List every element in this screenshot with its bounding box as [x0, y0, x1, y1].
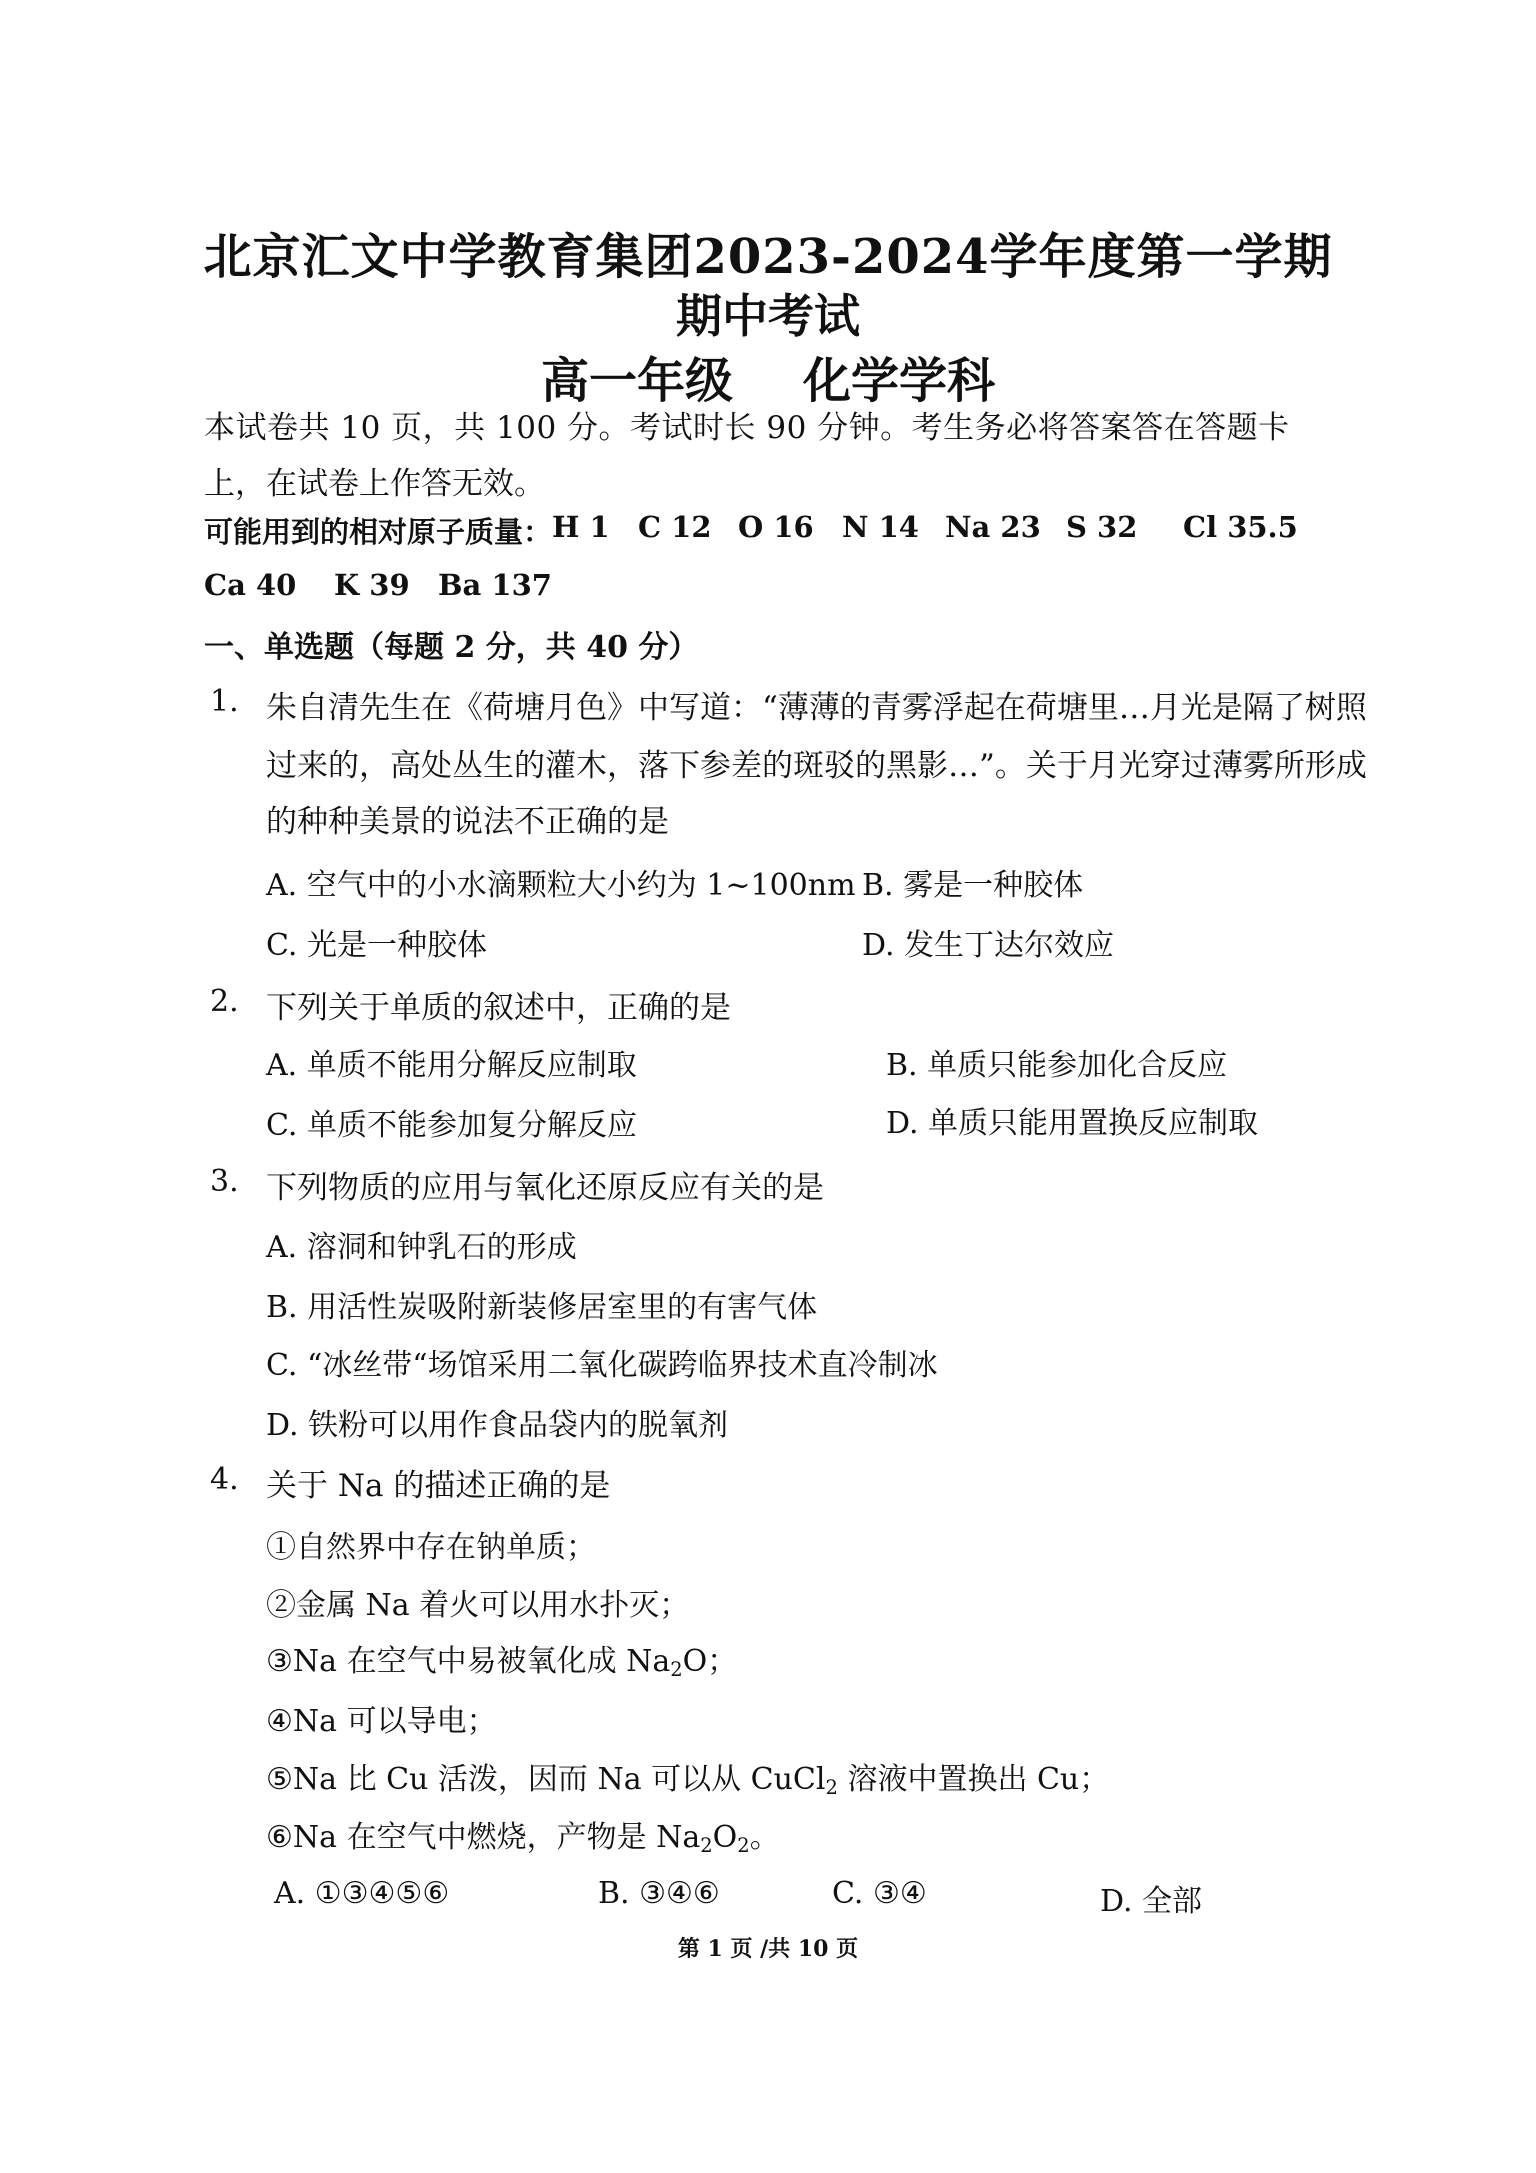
- atomic-mass-c: C 12: [638, 510, 712, 544]
- exam-subtitle: 期中考试: [676, 289, 860, 343]
- atomic-mass-s: S 32: [1066, 510, 1138, 544]
- atomic-mass-o: O 16: [738, 510, 814, 544]
- question-number: 4.: [210, 1462, 239, 1497]
- option-a: A. 空气中的小水滴颗粒大小约为 1~100nm: [266, 868, 856, 903]
- atomic-mass-label: 可能用到的相对原子质量：: [204, 515, 553, 549]
- statement-5: ⑤Na 比 Cu 活泼，因而 Na 可以从 CuCl$_2$ 溶液中置换出 Cu；: [266, 1762, 1110, 1799]
- option-b: B. 单质只能参加化合反应: [886, 1048, 1228, 1083]
- question-stem-line: 下列关于单质的叙述中，正确的是: [266, 990, 731, 1026]
- exam-title: 北京汇文中学教育集团2023-2024学年度第一学期: [203, 229, 1333, 285]
- atomic-mass-ba: Ba 137: [438, 568, 552, 602]
- subject-label: 化学学科: [803, 353, 996, 409]
- instructions-line-2: 上，在试卷上作答无效。: [204, 466, 545, 502]
- atomic-mass-cl: Cl 35.5: [1183, 510, 1298, 544]
- question-number: 3.: [210, 1164, 239, 1199]
- section-heading: 一、单选题（每题 2 分，共 40 分）: [204, 630, 699, 665]
- statement-1: ①自然界中存在钠单质；: [266, 1530, 596, 1565]
- question-stem-line: 朱自清先生在《荷塘月色》中写道：“薄薄的青雾浮起在荷塘里…月光是隔了树照: [266, 690, 1367, 726]
- question-stem-line: 过来的，高处丛生的灌木，落下参差的斑驳的黑影…”。关于月光穿过薄雾所形成: [266, 748, 1367, 784]
- statement-4: ④Na 可以导电；: [266, 1704, 497, 1739]
- option-c: C. “冰丝带“场馆采用二氧化碳跨临界技术直冷制冰: [266, 1348, 938, 1383]
- atomic-mass-h: H 1: [552, 510, 610, 544]
- atomic-mass-ca: Ca 40: [204, 568, 297, 602]
- question-number: 2.: [210, 984, 239, 1019]
- option-d: D. 全部: [1100, 1884, 1203, 1919]
- question-stem-line: 关于 Na 的描述正确的是: [266, 1468, 611, 1504]
- question-number: 1.: [210, 684, 239, 719]
- option-a: A. 单质不能用分解反应制取: [266, 1048, 637, 1083]
- atomic-mass-na: Na 23: [945, 510, 1041, 544]
- atomic-mass-n: N 14: [842, 510, 919, 544]
- option-b: B. 用活性炭吸附新装修居室里的有害气体: [266, 1290, 818, 1325]
- statement-6: ⑥Na 在空气中燃烧，产物是 $Na_2O_2$。: [266, 1820, 780, 1857]
- grade-subject-line: [0, 342, 1536, 411]
- option-c: C. 单质不能参加复分解反应: [266, 1108, 637, 1143]
- instructions-line-1: 本试卷共 10 页，共 100 分。考试时长 90 分钟。考生务必将答案答在答题卡: [204, 410, 1290, 446]
- statement-2: ②金属 Na 着火可以用水扑灭；: [266, 1588, 690, 1623]
- statement-3: ③Na 在空气中易被氧化成 $Na_2O$；: [266, 1644, 738, 1681]
- atomic-mass-k: K 39: [334, 568, 410, 602]
- option-b: B. 雾是一种胶体: [862, 868, 1084, 903]
- question-stem-line: 的种种美景的说法不正确的是: [266, 804, 669, 840]
- option-b: B. ③④⑥: [598, 1876, 720, 1911]
- option-a: A. ①③④⑤⑥: [274, 1876, 450, 1911]
- question-stem-line: 下列物质的应用与氧化还原反应有关的是: [266, 1170, 824, 1206]
- option-d: D. 单质只能用置换反应制取: [886, 1106, 1259, 1141]
- option-c: C. ③④: [832, 1876, 927, 1911]
- option-c: C. 光是一种胶体: [266, 928, 487, 963]
- grade-label: 高一年级: [540, 353, 733, 409]
- option-d: D. 铁粉可以用作食品袋内的脱氧剂: [266, 1408, 729, 1443]
- option-a: A. 溶洞和钟乳石的形成: [266, 1230, 577, 1265]
- option-d: D. 发生丁达尔效应: [862, 928, 1115, 963]
- page-footer: 第 1 页 /共 10 页: [677, 1936, 859, 1962]
